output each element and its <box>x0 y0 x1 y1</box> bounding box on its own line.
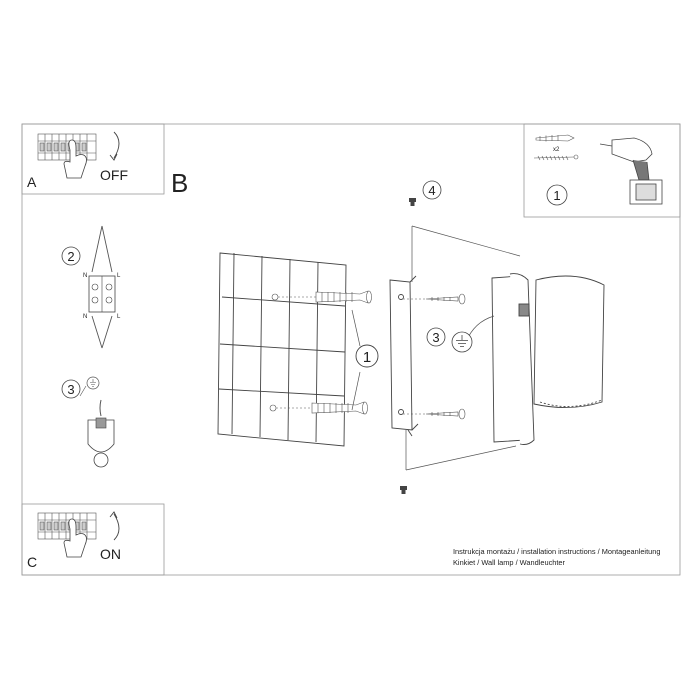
ground-connection <box>62 377 114 467</box>
panel-c-action: ON <box>100 546 121 562</box>
panel-c-letter: C <box>27 554 38 570</box>
mounting-bracket <box>390 276 418 436</box>
bracket-screw-upper <box>403 294 465 304</box>
cap-screw-bottom <box>400 486 407 494</box>
panel-a <box>22 124 164 194</box>
breaker-box-icon <box>38 513 96 539</box>
terminal-label-n-top: N <box>83 273 88 279</box>
panel-b-letter: B <box>171 168 189 198</box>
caption-product: Kinkiet / Wall lamp / Wandleuchter <box>453 558 565 567</box>
panel-c <box>22 504 164 575</box>
ground-symbol-icon <box>87 377 99 389</box>
step-cap-number: 4 <box>428 183 436 198</box>
step-wire-number: 2 <box>67 249 75 264</box>
terminal-label-l-top: L <box>117 273 121 279</box>
wall-dowel-upper <box>272 291 372 303</box>
panel-a-letter: A <box>27 174 37 190</box>
screw-icon <box>534 155 578 160</box>
step-ground-main-number: 3 <box>432 330 440 345</box>
drill-icon <box>600 138 662 204</box>
caption-instructions: Instrukcja montażu / installation instructions / Montageanleitung <box>453 547 661 556</box>
breaker-box-icon <box>38 134 96 160</box>
tools-panel <box>524 124 680 217</box>
panel-a-action: OFF <box>100 167 128 183</box>
step-dowels-number: 1 <box>362 349 372 366</box>
fixings-quantity: x2 <box>553 147 560 153</box>
terminal-label-l-bottom: L <box>117 314 121 320</box>
ground-wire <box>100 400 101 416</box>
cap-screw-top <box>409 198 416 206</box>
wire-connection <box>62 226 121 348</box>
ground-screw-icon <box>96 418 106 428</box>
wall-tiles <box>218 253 346 446</box>
step-kit-number: 1 <box>553 188 561 203</box>
bracket-screw-lower <box>403 409 465 419</box>
ground-connection-main <box>427 316 494 352</box>
wall-lamp <box>492 274 604 445</box>
wall-plug-icon <box>536 135 574 142</box>
step-ground-number: 3 <box>67 382 75 397</box>
terminal-label-n-bottom: N <box>83 314 88 320</box>
wall-dowel-lower <box>270 402 368 414</box>
